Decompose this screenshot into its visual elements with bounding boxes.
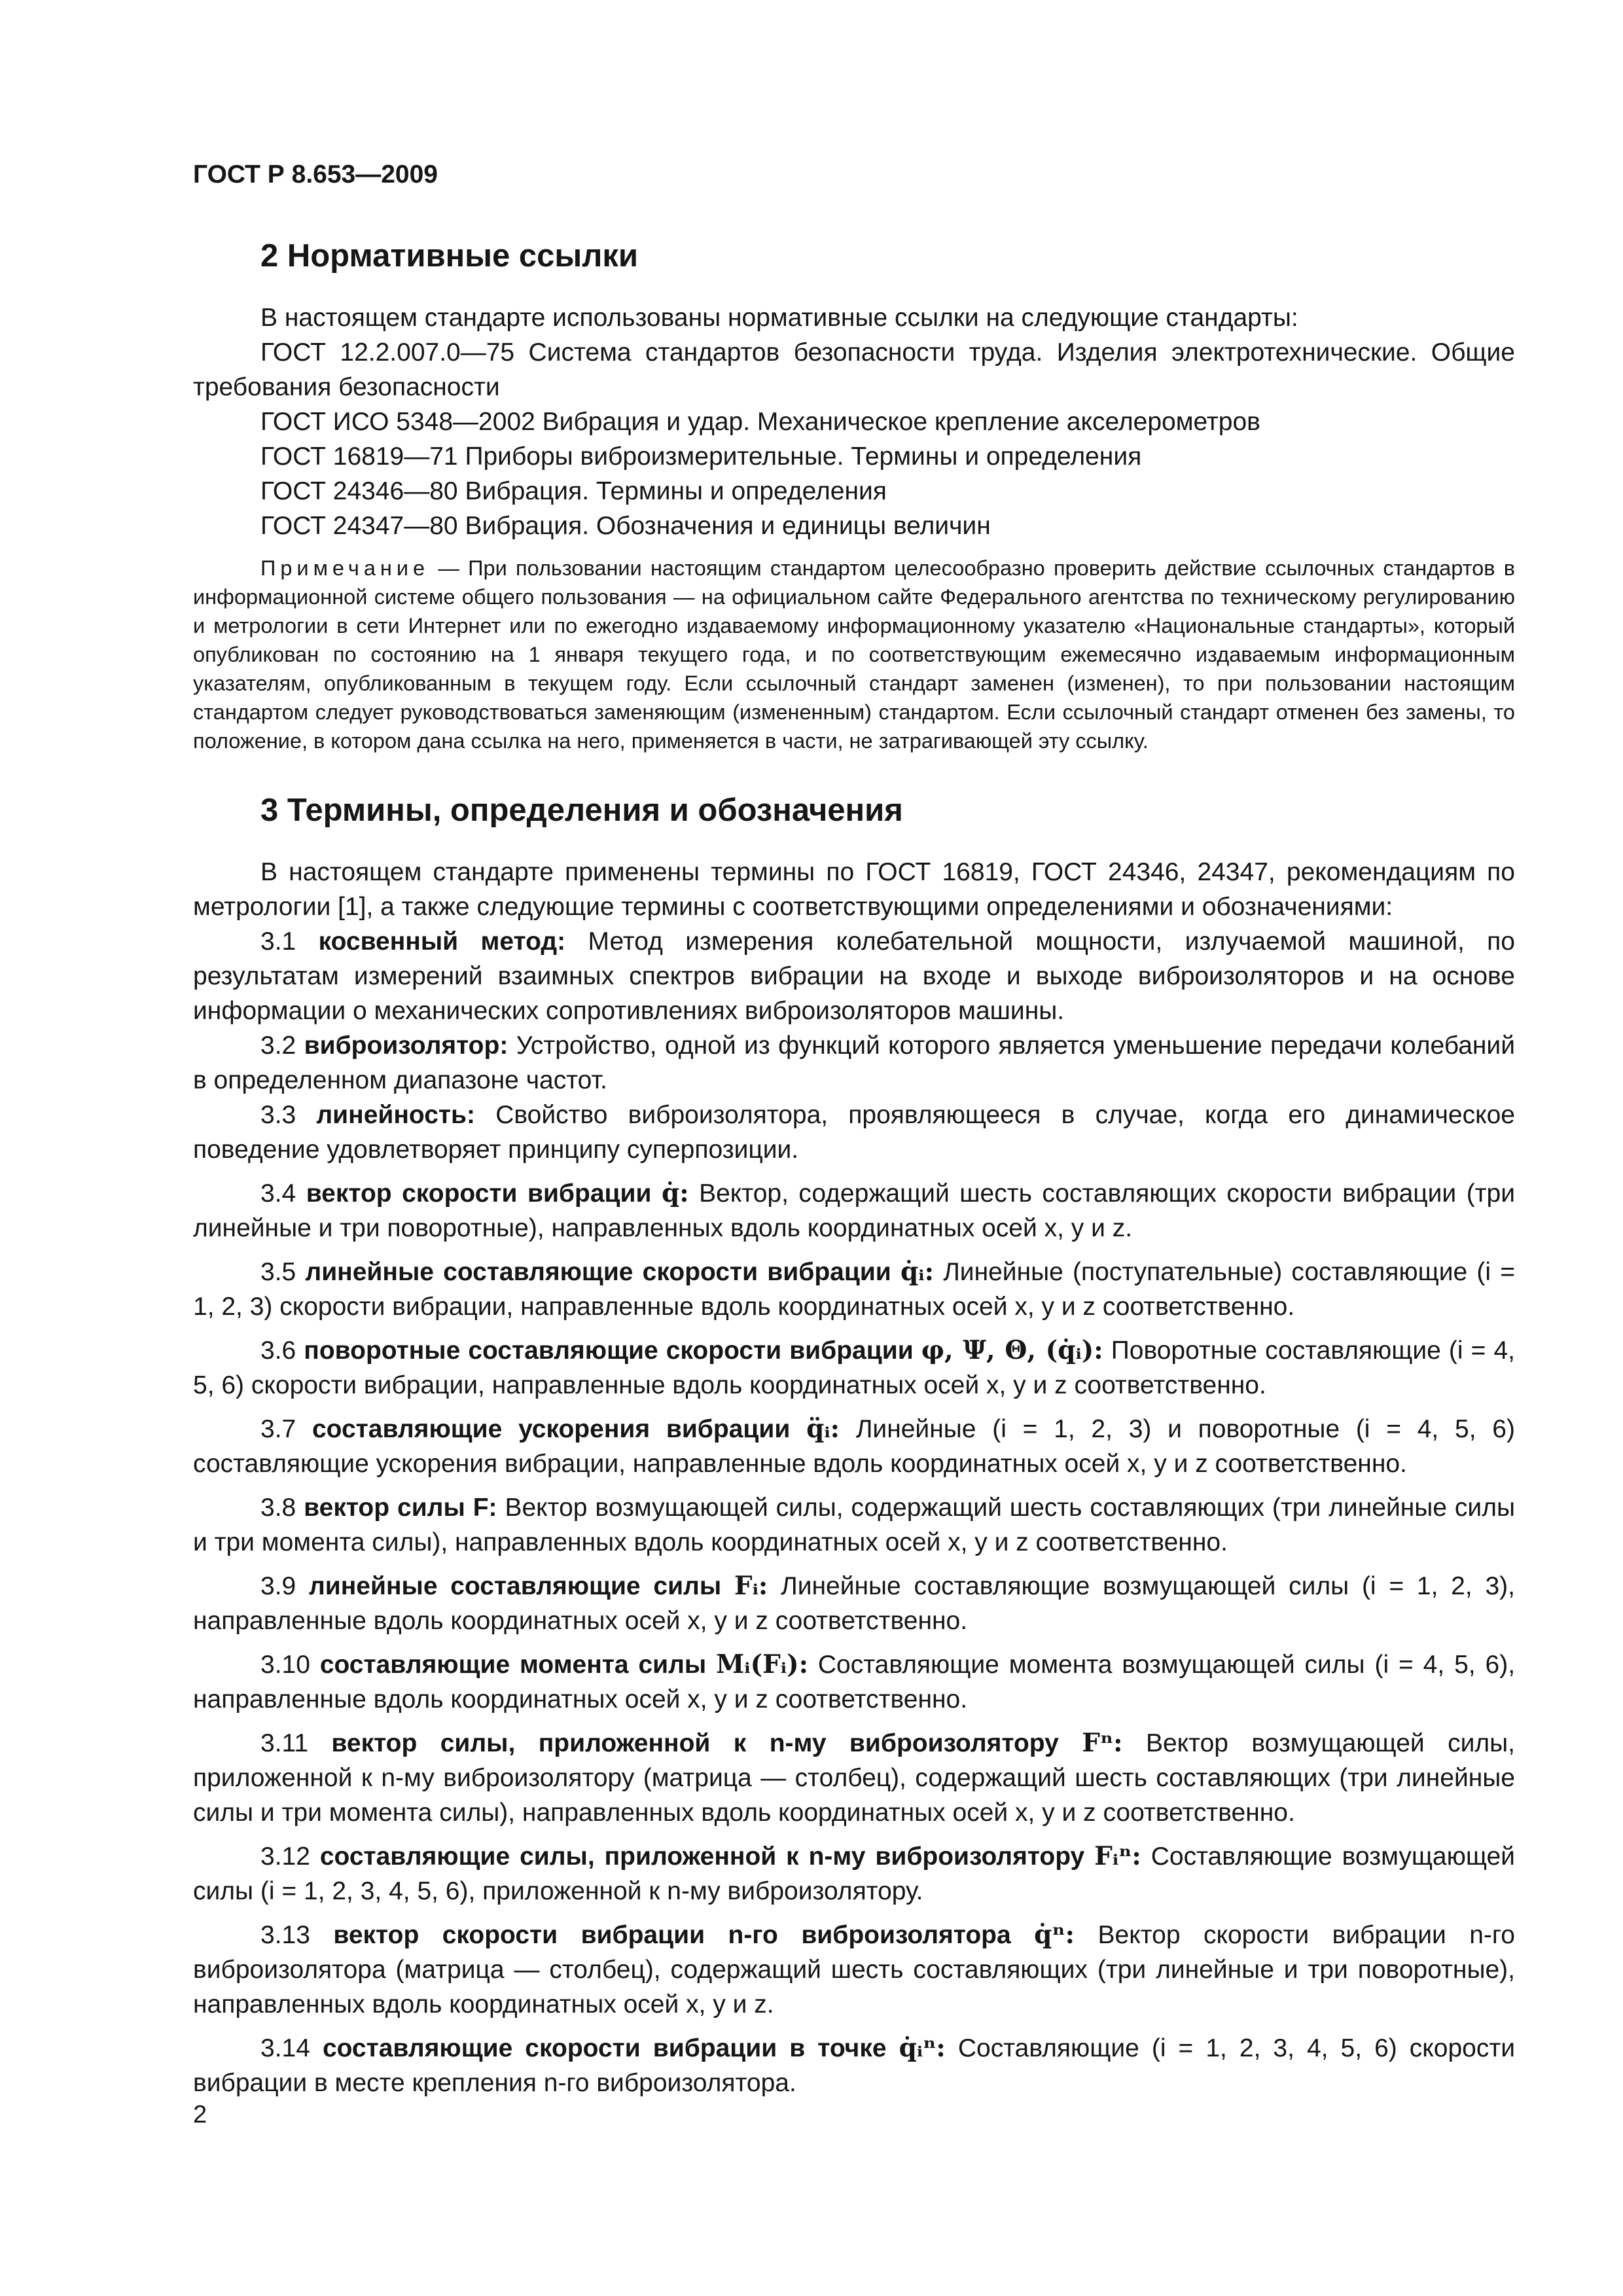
definition-symbol: q̈ᵢ:	[806, 1414, 840, 1444]
definition-number: 3.3	[260, 1101, 296, 1129]
definition-number: 3.11	[260, 1729, 309, 1757]
definition-term: вектор скорости вибрации	[306, 1179, 652, 1208]
note-text: — При пользовании настоящим стандартом целесообразно проверить действие ссылочных стандартов в информационной системе общего пользования — на официальном сайте Федерального агентства по техническому регулированию и метрологии в сети Интернет или по ежегодно издаваемому информационному указателю «Национальные стандарты», который опубликован по состоянию на 1 января текущего года, и по соответствующим ежемесячно издаваемым информационным указателям, опубликованным в текущем году. Если ссылочный стандарт заменен (изменен), то при пользовании настоящим стандартом следует руководствоваться заменяющим (измененным) стандартом. Если ссылочный стандарт отменен без замены, то положение, в котором дана ссылка на него, применяется в части, не затрагивающей эту ссылку.	[193, 556, 1515, 753]
definition-text: Метод измерения колебательной мощности, излучаемой машиной, по результатам измерений взаимных спектров вибрации на входе и выходе виброизоляторов и на основе информации о механических сопротивлениях виброизоляторов машины.	[193, 927, 1515, 1025]
page-number: 2	[193, 2101, 207, 2128]
normative-reference-3: ГОСТ 16819—71 Приборы виброизмерительные. Термины и определения	[260, 442, 1142, 471]
definition-term: вектор скорости вибрации n-го виброизолятора	[333, 1921, 1011, 1949]
definition-number: 3.6	[260, 1336, 296, 1365]
definition-item	[193, 1490, 1515, 1560]
definition-number: 3.13	[260, 1921, 310, 1949]
definition-term: вектор силы, приложенной к n-му виброизолятору	[331, 1729, 1059, 1757]
normative-reference-4: ГОСТ 24346—80 Вибрация. Термины и определения	[260, 477, 887, 505]
definition-text: Свойство виброизолятора, проявляющееся в случае, когда его динамическое поведение удовлетворяет принципу суперпозиции.	[193, 1101, 1515, 1164]
definition-text: Линейные составляющие возмущающей силы (i = 1, 2, 3), направленные вдоль координатных осей x, y и z соответственно.	[193, 1572, 1515, 1635]
definition-item	[193, 1918, 1515, 2022]
definition-text: Устройство, одной из функций которого является уменьшение передачи колебаний в определенном диапазоне частот.	[193, 1031, 1515, 1094]
definition-number: 3.14	[260, 2034, 310, 2062]
normative-reference-1: ГОСТ 12.2.007.0—75 Система стандартов безопасности труда. Изделия электротехнические. Общие требования безопасности	[193, 338, 1515, 401]
definition-term: виброизолятор:	[304, 1031, 508, 1060]
definition-symbol: Fᵢ:	[734, 1571, 768, 1601]
definitions-list	[193, 924, 1515, 2100]
definition-text: Линейные (поступательные) составляющие (i = 1, 2, 3) скорости вибрации, направленные вдоль координатных осей x, y и z соответственно.	[193, 1258, 1515, 1321]
definition-symbol: q̇ᵢ:	[900, 1257, 934, 1287]
definition-text: Вектор скорости вибрации n-го виброизолятора (матрица — столбец), содержащий шесть составляющих (три линейные и три поворотные), направленных вдоль координатных осей x, y и z.	[193, 1921, 1515, 2018]
definition-number: 3.4	[260, 1179, 296, 1208]
definition-term: поворотные составляющие скорости вибрации	[304, 1336, 914, 1365]
definition-term: линейные составляющие скорости вибрации	[305, 1258, 891, 1286]
definition-item	[193, 1255, 1515, 1324]
definition-term: линейные составляющие силы	[308, 1572, 722, 1600]
normative-reference-5: ГОСТ 24347—80 Вибрация. Обозначения и единицы величин	[260, 512, 991, 540]
definition-text: Вектор возмущающей силы, содержащий шесть составляющих (три линейные силы и три момента силы), направленных вдоль координатных осей x, y и z соответственно.	[193, 1494, 1515, 1556]
definition-item	[193, 1647, 1515, 1717]
definition-symbol: q̇ⁿ:	[1034, 1920, 1075, 1950]
definition-number: 3.1	[260, 927, 296, 956]
definition-text: Линейные (i = 1, 2, 3) и поворотные (i = 4, 5, 6) составляющие ускорения вибрации, направленные вдоль координатных осей x, y и z соответственно.	[193, 1415, 1515, 1478]
section-2-intro: В настоящем стандарте использованы нормативные ссылки на следующие стандарты:	[260, 304, 1298, 332]
definition-text: Составляющие (i = 1, 2, 3, 4, 5, 6) скорости вибрации в месте крепления n-го виброизолятора.	[193, 2034, 1515, 2097]
definition-number: 3.10	[260, 1651, 310, 1679]
note-label: Примечание	[260, 556, 430, 580]
definition-number: 3.7	[260, 1415, 296, 1443]
definition-item	[193, 1028, 1515, 1098]
definition-item	[193, 1333, 1515, 1403]
definition-term: составляющие силы, приложенной к n-му виброизолятору	[319, 1842, 1085, 1871]
definition-term: составляющие скорости вибрации в точке	[322, 2034, 887, 2062]
definition-item	[193, 1569, 1515, 1638]
definition-item	[193, 1098, 1515, 1167]
section-3-heading: 3 Термины, определения и обозначения	[260, 793, 903, 828]
definition-item	[193, 1726, 1515, 1830]
definition-text: Вектор возмущающей силы, приложенной к n-му виброизолятору (матрица — столбец), содержащий шесть составляющих (три линейные силы и три момента силы), направленных вдоль координатных осей x, y и z соответственно.	[193, 1729, 1515, 1827]
definition-text: Составляющие момента возмущающей силы (i = 4, 5, 6), направленные вдоль координатных осей x, y и z соответственно.	[193, 1651, 1516, 1713]
definition-text: Составляющие возмущающей силы (i = 1, 2, 3, 4, 5, 6), приложенной к n-му виброизолятору.	[193, 1842, 1515, 1905]
definition-number: 3.9	[260, 1572, 296, 1600]
section-2-heading: 2 Нормативные ссылки	[260, 238, 638, 274]
document-code-header: ГОСТ Р 8.653—2009	[193, 160, 438, 188]
definition-item	[193, 924, 1515, 1028]
definition-symbol: Fᵢⁿ:	[1094, 1841, 1141, 1871]
definition-term: косвенный метод:	[318, 927, 566, 956]
definition-symbol: q̇:	[661, 1178, 689, 1208]
definition-number: 3.2	[260, 1031, 296, 1060]
definition-symbol: Fⁿ:	[1082, 1728, 1123, 1758]
definition-symbol: q̇ᵢⁿ:	[899, 2033, 946, 2063]
definition-term: вектор силы F:	[304, 1494, 497, 1522]
definition-item	[193, 1412, 1515, 1481]
definition-number: 3.12	[260, 1842, 310, 1871]
definition-item	[193, 2031, 1515, 2100]
definition-term: составляющие момента силы	[319, 1651, 707, 1679]
note-paragraph	[193, 554, 1515, 755]
section-3-intro: В настоящем стандарте применены термины по ГОСТ 16819, ГОСТ 24346, 24347, рекомендациям по метрологии [1], а также следующие термины с соответствующими определениями и обозначениями:	[193, 858, 1515, 921]
definition-term: линейность:	[316, 1101, 475, 1129]
definition-number: 3.5	[260, 1258, 296, 1286]
definition-symbol: φ, Ψ, Θ, (q̇ᵢ):	[921, 1335, 1103, 1365]
definition-symbol: Mᵢ(Fᵢ):	[716, 1649, 808, 1679]
document-page	[193, 160, 1515, 2100]
definition-item	[193, 1176, 1515, 1246]
definition-text: Поворотные составляющие (i = 4, 5, 6) скорости вибрации, направленные вдоль координатных осей x, y и z соответственно.	[193, 1336, 1515, 1399]
definition-text: Вектор, содержащий шесть составляющих скорости вибрации (три линейные и три поворотные), направленных вдоль координатных осей x, y и z.	[193, 1179, 1516, 1242]
definition-number: 3.8	[260, 1494, 296, 1522]
definition-term: составляющие ускорения вибрации	[312, 1415, 791, 1443]
definition-item	[193, 1839, 1515, 1909]
normative-reference-2: ГОСТ ИСО 5348—2002 Вибрация и удар. Механическое крепление акселерометров	[260, 408, 1260, 436]
